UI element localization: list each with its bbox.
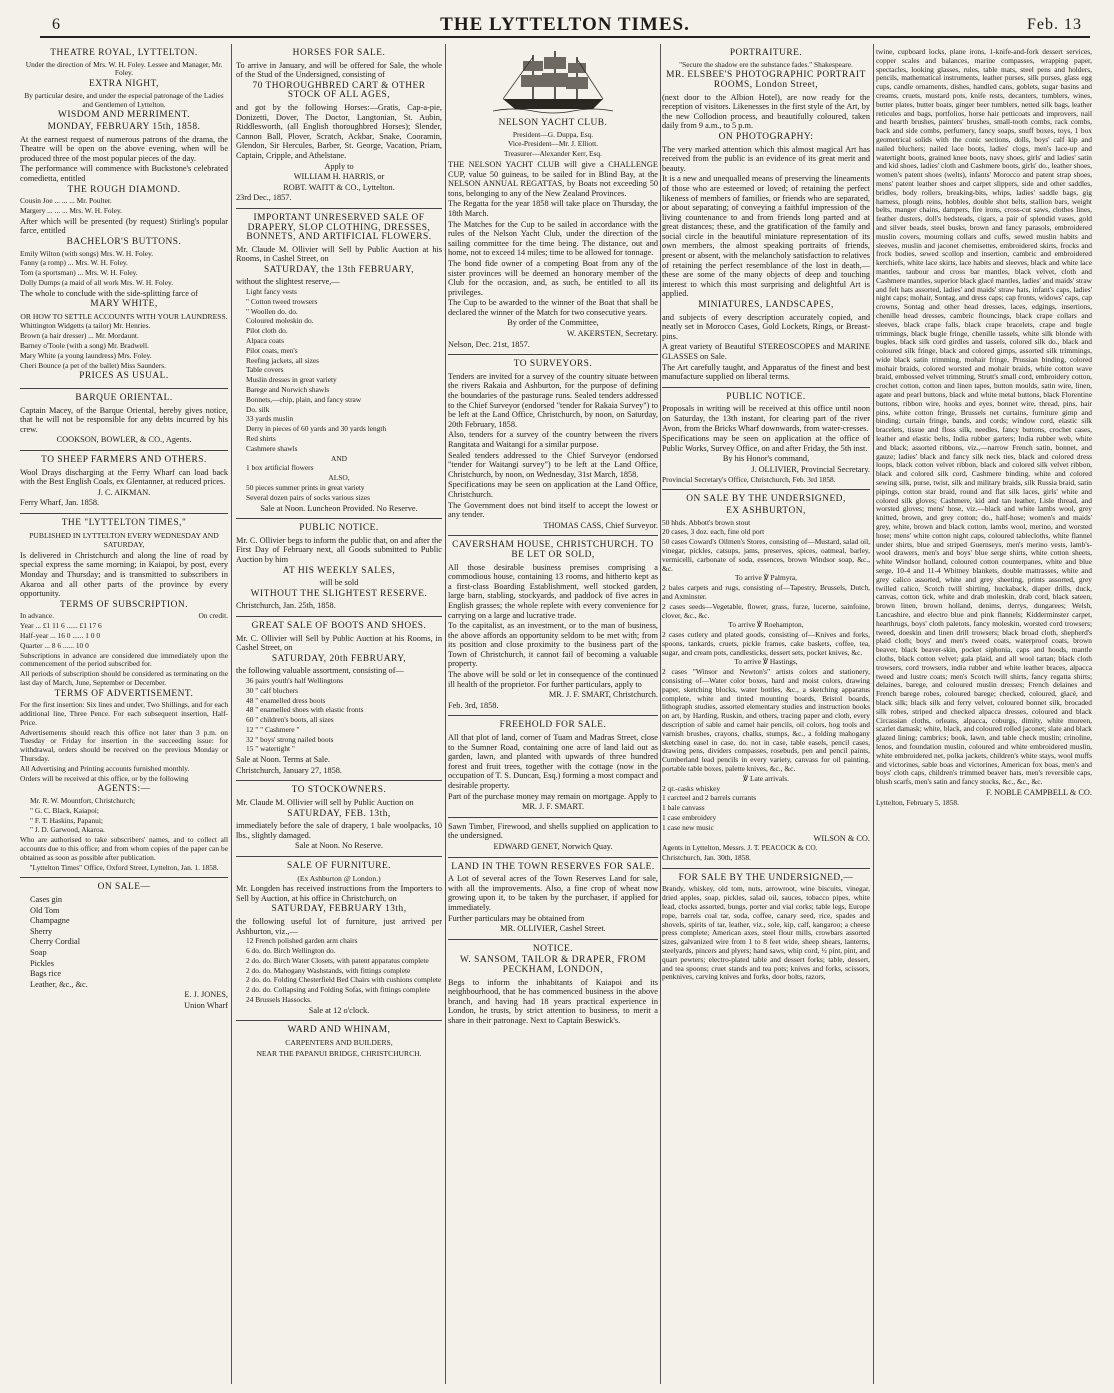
ad-heading: PRICES AS USUAL.	[79, 371, 169, 382]
ad-text: Who are authorised to take subscribers' names, and to collect all accounts due to this office; and from whom copies of the paper can be obtained as soon as possible after publication.	[20, 835, 228, 862]
ship-illustration	[493, 47, 613, 117]
ad-text: Subscriptions in advance are considered due immediately upon the commencement of the period subscribed for.	[20, 650, 228, 669]
ad-heading: BARQUE ORIENTAL.	[75, 393, 173, 404]
ad-signature: MR. J. F. SMART.	[521, 802, 585, 812]
sale-item: 1 box artificial flowers	[246, 463, 314, 473]
ad-text: Advertisements should reach this office not later than 3 p.m. on Tuesday or Friday for insertion in the succeeding issue: for withdrawal, orders should be received on the previous Monday or Thursday.	[20, 727, 228, 764]
ad-text: For the first insertion: Six lines and under, Two Shillings, and for each additional line, Three Pence. For each subsequent insertion, Half-Price.	[20, 700, 228, 727]
sale-item: Reefing jackets, all sizes	[246, 355, 320, 365]
newspaper-title: THE LYTTELTON TIMES.	[440, 14, 690, 35]
ad-text: will be sold	[319, 578, 359, 588]
stockowners-ad	[236, 781, 442, 857]
ad-heading: W. SANSOM, TAILOR & DRAPER, FROM PECKHAM, LONDON,	[459, 955, 647, 975]
ad-signature: WILLIAM H. HARRIS, or	[293, 172, 385, 182]
ad-text: Mr. Claude M. Ollivier will Sell by Public Auction at his Rooms, in Cashel Street, on	[236, 244, 442, 264]
ad-signature: W. AKERSTEN, Secretary.	[566, 329, 658, 339]
sale-item: AND	[330, 453, 347, 463]
terms-columns	[20, 612, 228, 621]
sale-item: 2 cases "Winsor and Newton's" artists colors and stationery, consisting of—Water color boxes, hard and moist colors, drawing paper, sketching blocks, water bottles, &c., a sketching apparatus complete, white and tinted mounting boards, Bristol boards, lithograph studies, assorted elementary studies and instruction books on art, by Harding, Ruskin, and others, tracing paper and cloth, every description of sable and camel hair pencils, oil colors, hog tools and varnish brushes, crayons, chalks, stumps, &c., a folding mahogany sketching easel in case, do. not in case, table easels, pencil cases, drawing pens, dividers compasses, rosebuds, pen and pencil paints, Cumberland lead pencils in every variety, canvass for oil painting, portable table boxes, palette knives, &c., &c.	[662, 667, 870, 774]
cast-line: Mary White (a young laundress) Mrs. Foley.	[20, 350, 152, 360]
ad-heading: SATURDAY, FEB. 13th,	[287, 808, 391, 819]
ad-heading: NOTICE.	[532, 943, 574, 954]
sale-item: Cases gin	[30, 895, 63, 905]
sale-item: 50 cases Coward's Oilmen's Stores, consisting of—Mustard, salad oil, vinegar, pickles, catsups, jams, preserves, spices, oatmeal, barley, vermicelli, carbonate of soda, essences, brown Windsor soap, &c., &c.	[662, 537, 870, 573]
ad-heading: ON SALE—	[97, 882, 151, 893]
ship-arrival: To arrive ℣ Roehampton,	[728, 620, 804, 630]
ad-heading: SATURDAY, FEBRUARY 13th,	[271, 904, 407, 915]
on-sale-ad	[20, 878, 228, 1015]
ad-text: After which will be presented (by request) Stirling's popular farce, entitled	[20, 216, 228, 236]
town-reserves-ad	[448, 858, 658, 940]
caversham-ad	[448, 536, 658, 716]
sale-item: 12 " " Cashmere "	[246, 724, 300, 734]
ad-heading: WITHOUT THE SLIGHTEST RESERVE.	[250, 588, 428, 599]
terms-col: In advance.	[20, 611, 55, 621]
lyttelton-times-ad	[20, 514, 228, 878]
agent-line: " G. C. Black, Kaiapoi;	[30, 805, 99, 815]
ad-text: At the earnest request of numerous patrons of the drama, the Theatre will be open on the above evening, when will be produced three of the most popular pieces of the day.	[20, 134, 228, 163]
sale-item: Barege and Norwich shawls	[246, 385, 330, 395]
sale-item: 33 yards muslin	[246, 414, 294, 424]
ship-arrival: To arrive ℣ Hastings,	[734, 657, 798, 667]
sale-item: Sherry	[30, 926, 53, 936]
sale-item: 50 pieces summer prints in great variety	[246, 483, 365, 492]
sale-item: Cherry Cordial	[30, 937, 81, 947]
ad-heading: MARY WHITE,	[90, 299, 158, 310]
ad-heading: PORTRAITURE.	[729, 48, 803, 58]
sale-item: Several dozen pairs of socks various sizes	[246, 492, 370, 502]
sale-item: Cashmere shawls	[246, 443, 298, 453]
surveyors-ad	[448, 355, 658, 536]
ad-text: Mr. Longden has received instructions from the Importers to Sell by Auction, at his office in Christchurch, on	[236, 884, 442, 903]
cast-line: Emily Wilton (with songs) Mrs. W. H. Foley.	[20, 248, 154, 258]
ad-text: immediately before the sale of drapery, 1 bale woolpacks, 10 lbs., slightly damaged.	[236, 821, 442, 840]
ad-heading: THE ROUGH DIAMOND.	[67, 184, 181, 195]
ad-text: (next door to the Albion Hotel), are now ready for the reception of visitors. Likenesses in the first style of the Art, by the new Collodion process, and beautifully coloured, taken daily from 9 a.m., to 5 p.m.	[662, 92, 870, 131]
ad-footer: Sale at Noon. Luncheon Provided. No Reserve.	[260, 503, 418, 513]
sale-item: ALSO,	[328, 473, 350, 483]
ad-text: Proposals in writing will be received at this office until noon on Saturday, the 13th instant, for clearing part of the river Avon, from the Bricks Wharf downwards, from water-cresses.	[662, 404, 870, 433]
cast-line: Margery ... ... ... Mrs. W. H. Foley.	[20, 205, 123, 215]
ad-text: Brandy, whiskey, old tom, nuts, arrowroot, wine biscuits, vinegar, dried apples, soap, pickles, salad oil, sauces, tobacco pipes, white lead, clocks assorted, bungs, porter and vial corks; table legs, Europe rope, barrels coal tar, soda, coffee, canary seed, rice, spades and shovels, spirits of tar, leather, viz., sole, kip, calf, kangaroo; a cheese press complete; American axes, steel flour mills, crowbars assorted sizes, galvanized wire from 1 to 8 feet wide, sheep shears, lanterns, steelyards, pincers and plyers; hand saws, whip cord, ½ pint, pint, and quart pewters; electro-plated table and dessert forks; table, dessert, and tea spoons; cruet stands and tea pots; knives and forks, scissors, penknives, carving knives and forks, door bolts, razors,	[662, 884, 870, 982]
ad-text: All those desirable business premises comprising a commodious house, containing 13 rooms, and hitherto kept as a first-class Boarding Establishment, well stocked garden, large barn, stabling, stockyards, and paddock of five acres in English grasses; the whole replete with every convenience for carrying on a large and lucrative trade.	[448, 562, 658, 620]
ad-signature: EDWARD GENET, Norwich Quay.	[493, 841, 613, 851]
column-rule	[231, 44, 232, 1384]
ad-heading: ON PHOTOGRAPHY:	[718, 131, 814, 142]
barque-ad	[20, 389, 228, 451]
ad-heading: THEATRE ROYAL, LYTTELTON.	[50, 48, 198, 58]
sale-item: 2 do. do. Birch Water Closets, with patent apparatus complete	[246, 955, 429, 965]
sale-item: 2 do. do. Folding Chesterfield Bed Chairs with cushions complete	[246, 975, 442, 985]
sale-item: Champagne	[30, 916, 70, 926]
sale-item: Bonnets,—chip, plain, and fancy straw	[246, 394, 362, 404]
ad-text: All that plot of land, corner of Tuam and Madras Street, close to the Sumner Road, containing one acre of land laid out as garden, lawn, and planted with upwards of three hundred forest and fruit trees, together with the cottage (now in the occupation of T. S. Duncan, Esq.) forming a most compact and desirable property.	[448, 733, 658, 791]
ad-signature: MR. OLLIVIER, Cashel Street.	[500, 924, 606, 934]
ad-text: twine, cupboard locks, plane irons, 1-knife-and-fork dessert services, copper scales and balances, marine compasses, wrapping paper, spectacles, looking glasses, rules, table mats, steel pens and holders, pencils, mathematical instruments, leather purses, silk purses, glass egg cups, candle ornaments, dishes, handled cans, goblets, sugar basins and creams, cruets, mustard pots, knife rests, decanters, tumblers, wines, butter plates, butter boats, ginger beer tumblers, netted silk bags, leather reticules and bags, portfolios, horse hair petticoats and improvers, nail and hearth brushes, painters' brushes, small-tooth combs, rack combs, back and side combs, perfumery, fancy soaps, snuff boxes, toys, 1 box geometrical solids with the conic sections, dolls, boys' calf kip and nailed bluchers; nailed lace boots, ladies' clogs, men's lace-up and watertight boots, grained knee boots, navy shoes, girls' and ladies' satin and kid shoes, ladies' cloth and Cashmere boots, girls' do., leather shoes, women's patent shoes (welts), infants' Morocco and patent strap shoes, mens' patent leather shoes and carpet slippers, side and other saddles, bridles, body rollers, breaking-bits, whips, ladies' saddle bags, gig harness, plough reins, hobbles, double shot belts, stallion bars, weight belts, manger chains, dampers, fire irons, cross-cut saws, clothes lines, feather dusters, doll's bedsteads, cigars, a pair of splendid vases, gold and silver beads, steel busks, brown and fancy parasols, embroidered muslin covers, mourning collars and cuffs, sewed muslin habits and sleeves, muslin and jaconet chemisettes, embroidered skirts, frocks and frock bodies, sewed scollop and insertion, cambric and embroidered kerchiefs, white lace skirts, lace habits and sleeves, black and white lace mantles, taubour and cross bar mantles, black velvet, cloth and Cashmere mantles, superior black glacé mantles, ladies' and maids' straw and felt hats assorted, ladies' and maids' straw hats, infant's caps, ladies' night caps; mohair, Sontag, and dress caps; cap fronts, widows' caps, cap crowns, Sontag and other head dresses, laces, edgings, insertions, chenille head dresses, cambric flouncings, black crape collars and sleeves, black crape falls, black crape bracelets, crape and bugle trimmings, black bugle fringe, chenille tassels, white silk blonde with bugles, black silk cord girdles and tassels, colored silk do., black and coloured silk fringe, black and colored gimps, assorted silk trimmings, wide black satin trimming, mohair fringe, Prussian binding, colored mohair braids, colored worsted and mohair braids, white cotton wave braid, embossed velvet trimming, Strutt's small cord, embroidery cotton, crochet cotton, cotton and linen tapes, button moulds, satin wire, linen, agate and pearl buttons, black and white metal buttons, black Florentine buttons, ribbon wire, hooks and eyes, bonnet wire, thread, pins, hair pins, white cotton fringe, Brussels net curtains, furniture gimp and binding; curtain fringe, bands, and cords; window cord, elastic silk bracelets, tissue and floss silk, needles, fancy buttons, crochet cases, leather and elastic belts, India rubber garters; India rubber web, white and black; assorted ribbons, viz.,—narrow French satin, bonnet, and gauze; ladies' black and fancy silk neck ties, black and colored dress loops, black cotton velvet ribbon, black and colored silk velvet ribbon, black and colored silk cord, Cashmere binding, white and colored sewing silk, purse, twist, silk and military braids, silk Russia braid, satin pipings, cotton star braid, round and flat silk laces, girls' white and colored silk gloves; Cashmere, kid and tan leather, Lisle thread, and worsted gloves; mens' hose, viz.—black and white lambs wool, grey knitted, brown, and grey cotton; do., half-hose; women's and maids' grey, white, brown and black cotton, lambs wool, merino, and worsted hose; mens' white cotton night caps, coloured tablecloths, white flannel under shirts, blue and striped Guernseys, men's merino vests, lamb's-wool drawers, men's and boys' blue serge shirts, white cotton sheets, white Windsor holland, coloured cotton counterpanes, white and blue serge, 10-4 and 11-4 Whitney blankets, double mattrasses, white and grey calico assorted, white and grey sheeting, prints assorted, grey twilled calico, Scotch twill shirting, huckaback, diaper drills, duck, canvas, cotton tick, white and drab moleskin, drab cord, black sateen, brown linen, brown holland, denims, derrys, dungarees; Welsh, Lancashire, and electro blue and pink flannels; Kidderminster carpet, hearthrugs, boys' cloth paletots, fancy moleskin, worsted cord trowsers; tweed, doeskin and linen drill trowsers; black broad cloth, shepherd's plaid cloth; boys' and men's tweed coats, waterproof coats, brown beaver, black beaver-skin, pocket siphonia, caps and hoods, mantle cloths, black cotton velvet; gala plaid, and all wool tartan; black cloth trowsers, cord trowsers, india rubber and white leather braces, alpacca tweed and lustre coats; men's Scotch twill shirts, fancy regatta shirts; delaines, barege, and coloured muslin dresses; French delaines and French barege robes, coloured barege; checked, coloured, glacé, and black silk; black silk and ferry velvet, coloured bonnet silk, brocaded silk robes, striped and checked alpacca dresses, coloured and black Circassian cloths, orleans, alpacca, coburgs, dimity, white moreen, scarlet damask; white, black, and coloured rolled jaconet; slate and black glazed lining; cambrics; book, lawn, and table check muslin; crinoline, lenos, and foundation muslin, coloured and white embroidered muslin, white embroidered net, polka jackets, children's white stays, wool muffs and victorines, sable boas and victorines, American fox boas, men's and boys' cloth caps, children's trimmed beaver hats, men's reversible caps, blush scarfs, men's satin and fancy stocks, &c., &c., &c.	[876, 47, 1092, 787]
public-notice-ad	[236, 519, 442, 617]
cast-line: Cheri Bounce (a pet of the ballet) Miss Saunders.	[20, 360, 166, 370]
noble-campbell-ad	[876, 44, 1092, 812]
ad-date: Christchurch, Jan. 25th, 1858.	[236, 601, 336, 611]
ad-text: By order of the Committee,	[507, 318, 599, 328]
ad-text: To the capitalist, as an investment, or to the man of business, the above affords an opportunity seldom to be met with; from its position and close proximity to the business part of the Town of Christchurch, it cannot fail of becoming a valuable property.	[448, 621, 658, 669]
ad-date: Ferry Wharf, Jan. 1858.	[20, 498, 100, 508]
sale-item: 24 Brussels Hassocks.	[246, 994, 312, 1004]
column-rule	[445, 44, 446, 1384]
ad-text: and got by the following Horses:—Gratis, Cap-a-pie, Donizetti, Dover, The Doctor, Langtonian, St. Aubin, Riddlesworth, (all English thoroughbred Horses); Slender, Cannon Ball, Plover, Scratch, Ackbar, Snake, Cooramin, Glendon, Sir Hercules, Barber, St. George, Vacation, Priam, Captain, Cripple, and Athelstane.	[236, 102, 442, 160]
sale-item: Red shirts	[246, 434, 276, 444]
ad-subheading: OR HOW TO SETTLE ACCOUNTS WITH YOUR LAUNDRESS.	[20, 311, 228, 321]
ad-heading: TO SURVEYORS.	[513, 359, 593, 370]
ad-heading: MR. ELSBEE'S PHOTOGRAPHIC PORTRAIT ROOMS, London Street,	[666, 70, 866, 90]
freehold-ad	[448, 716, 658, 817]
sale-item: 32 " boys' strong nailed boots	[246, 734, 334, 744]
ad-heading: MONDAY, FEBRUARY 15th, 1858.	[47, 121, 201, 132]
ad-signature: J. C. AIKMAN.	[97, 487, 151, 497]
column-rule	[660, 44, 661, 1384]
ad-text: The Regatta for the year 1858 will take place on Thursday, the 18th March.	[448, 199, 658, 218]
ad-text: Under the direction of Mrs. W. H. Foley. Lessee and Manager, Mr. Foley.	[25, 59, 223, 78]
ad-text: The Matches for the Cup to be sailed in accordance with the rules of the Nelson Yacht Club, under the direction of the sailing committee for the time being. The distance, out and home, not to exceed 14 miles; time to be allowed for tonnage.	[448, 219, 658, 258]
portraiture-ad	[662, 44, 870, 388]
ad-text: the following valuable assortment, consisting of—	[236, 666, 404, 676]
sale-item: 50 hhds. Abbott's brown stout	[662, 517, 751, 527]
ad-date: Nelson, Dec. 21st, 1857.	[448, 339, 530, 349]
sale-item: Pilot cloth do.	[246, 326, 288, 336]
ad-text: Apply to	[324, 161, 354, 171]
cast-line: Brown (a hair dresser) ... Mr. Mordaunt.	[20, 331, 139, 341]
ad-heading: NELSON YACHT CLUB.	[498, 118, 608, 128]
ship-arrival: To arrive ℣ Palmyra,	[734, 573, 797, 583]
ad-text: The performance will commence with Buckstone's celebrated comedietta, entitled	[20, 164, 228, 183]
ad-text: Is delivered in Christchurch and along the line of road by special express the same morning; in Kaiapoi, by post, every Monday and Thursday; and is transmitted to subscribers in Akaroa and all other parts of the province by every opportunity.	[20, 550, 228, 599]
ad-signature: WILSON & CO.	[813, 833, 870, 843]
ad-text: By his Honor's command,	[722, 454, 810, 464]
ad-heading: AT HIS WEEKLY SALES,	[282, 565, 396, 576]
sale-item: Light fancy vests	[246, 287, 297, 297]
ad-text: A great variety of Beautiful STEREOSCOPES and MARINE GLASSES on Sale.	[662, 342, 870, 362]
ad-date: Lyttelton, February 5, 1858.	[876, 797, 959, 807]
ad-heading: FREEHOLD FOR SALE.	[499, 720, 607, 731]
horses-ad	[236, 44, 442, 209]
agent-line: " F. T. Haskins, Papanui;	[30, 815, 103, 825]
boots-ad	[236, 617, 442, 782]
for-sale-ad	[662, 869, 870, 987]
ad-date: Christchurch, Jan. 30th, 1858.	[662, 853, 751, 863]
ad-text: Mr. Claude M. Ollivier will sell by Public Auction on	[236, 798, 414, 808]
sale-item: Bags rice	[30, 969, 62, 979]
issue-date: Feb. 13	[1027, 16, 1082, 33]
column-1	[20, 44, 228, 1384]
page-number: 6	[52, 16, 60, 33]
sale-item: 15 " watertight "	[246, 744, 295, 754]
ad-text: Sealed tenders addressed to the Chief Surveyor (endorsed "tender for Waitangi survey") to be left at the Land Office, Christchurch, by noon, on Wednesday, 31st March, 1858.	[448, 450, 658, 479]
ward-whinam-ad	[236, 1021, 442, 1063]
ad-heading: 70 THOROUGHBRED CART & OTHER STOCK OF ALL AGES,	[252, 80, 426, 101]
sale-item: 12 French polished garden arm chairs	[246, 936, 358, 946]
column-rule	[873, 44, 874, 1384]
ad-quote: "Secure the shadow ere the substance fades." Shakespeare.	[679, 59, 853, 69]
sale-item: Leather, &c., &c.	[30, 979, 88, 989]
sale-item: 2 qr.-casks whiskey	[662, 783, 721, 793]
sale-item: 1 case embroidery	[662, 813, 717, 823]
ad-signature: F. NOBLE CAMPBELL & CO.	[986, 787, 1092, 797]
sale-item: Table covers	[246, 365, 284, 375]
ad-heading: HORSES FOR SALE.	[292, 48, 386, 58]
ship-arrival: ℣ Late arrivals.	[743, 773, 789, 783]
drapery-ad	[236, 209, 442, 519]
sale-item: " Cotton tweed trowsers	[246, 296, 318, 306]
column-2	[236, 44, 442, 1384]
ad-subheading: (Ex Ashburton @ London.)	[297, 873, 381, 883]
sale-item: 2 cases cutlery and plated goods, consisting of—Knives and forks, spoons, tankards, cruets, pickle frames, cake baskets, coffee, tea, sugar, and cream pots, candlesticks, dessert sets, pocket knives, &c.	[662, 630, 870, 657]
ad-subheading: NEAR THE PAPANUI BRIDGE, CHRISTCHURCH.	[256, 1048, 422, 1058]
ad-footer: Sale at Noon. No Reserve.	[294, 841, 384, 851]
ad-signature: MR. J. F. SMART, Christchurch.	[548, 690, 658, 700]
ad-date: Provincial Secretary's Office, Christchurch, Feb. 3rd 1858.	[662, 474, 836, 484]
cast-line: Barney o'Toole (with a song) Mr. Bradwell.	[20, 341, 149, 351]
ad-text: Orders will be received at this office, or by the following	[20, 773, 189, 783]
agent-line: Mr. R. W. Mountfort, Christchurch;	[30, 796, 136, 806]
cast-line: Whittington Widgetts (a tailor) Mr. Henries.	[20, 321, 151, 331]
ad-text: The bond fide owner of a competing Boat from any of the sister provinces will be deemed an honorary member of the Club for the occasion, and, as such, be entitled to all its privileges.	[448, 258, 658, 297]
sansom-ad	[448, 940, 658, 1031]
ad-text: Specifications may be seen on application at the office of Public Works, Survey Office, on and after Friday, the 5th inst.	[662, 434, 870, 453]
ad-text: Wool Drays discharging at the Ferry Wharf can load back with the Best English Coals, ex Glentanner, at reduced prices.	[20, 467, 228, 487]
column-3	[448, 44, 658, 1384]
sale-item: 36 pairs youth's half Wellingtons	[246, 675, 344, 685]
sale-item: Muslin dresses in great variety	[246, 375, 337, 385]
ad-text: It is a new and unequalled means of preserving the lineaments of those who are esteemed or loved; of retaining the perfect likeness of members of families, or friends who are separated, or about separating; of conveying a faithful impression of the living countenance to and from friends long parted and at great distances; these, and the gratification of the family and social circle in the beautiful miniature representation of its own members, the almost speaking portraits of friends, present or absent, with the melancholy satisfaction to relatives of retaining the perfect resemblance of the lost in death,—these are some of the many objects of deep and touching interest to which this most surprising and delightful Art is applied.	[662, 174, 870, 299]
ad-heading: WISDOM AND MERRIMENT.	[58, 110, 190, 121]
cast-line: Dolly Dumps (a maid of all work Mrs. W. H. Foley.	[20, 277, 174, 287]
terms-row: Quarter ... 8 6 ...... 10 0	[20, 640, 89, 650]
ad-text: Mr. C. Ollivier begs to inform the public that, on and after the First Day of February next, all Goods submitted to Public Auction by him	[236, 535, 442, 564]
ad-signature: THOMAS CASS, Chief Surveyor.	[543, 520, 658, 530]
ad-text: By particular desire, and under the especial patronage of the Ladies and Gentlemen of Lyttelton.	[24, 90, 224, 109]
ad-heading: EX ASHBURTON,	[726, 505, 806, 516]
ad-text: To arrive in January, and will be offered for Sale, the whole of the Stud of the Undersigned, consisting of	[236, 60, 442, 80]
ad-signature: E. J. JONES,	[184, 990, 228, 1000]
sale-item: 1 bale canvass	[662, 803, 705, 813]
ad-text: the following useful lot of furniture, just arrived per Ashburton, viz.,—	[236, 917, 442, 936]
terms-col: On credit.	[198, 611, 228, 621]
ad-text: The above will be sold or let in consequence of the continued ill health of the proprietor. For further particulars, apply to	[448, 670, 658, 689]
ad-text: Also, tenders for a survey of the country between the rivers Rangitata and Waitangi for a similar purpose.	[448, 430, 658, 450]
sale-item: 2 do. do. Mahogany Washstands, with fittings complete	[246, 965, 411, 975]
sale-item: 20 cases, 3 doz. each, fine old port	[662, 527, 765, 537]
column-4	[662, 44, 870, 1384]
column-5	[876, 44, 1092, 1384]
sheep-ad	[20, 451, 228, 514]
ad-date: 23rd Dec., 1857.	[236, 193, 292, 203]
sale-item: Soap	[30, 948, 47, 957]
terms-row: Half-year ... 16 0 ...... 1 0 0	[20, 630, 101, 640]
ad-text: The whole to conclude with the side-splitting farce of	[20, 288, 198, 298]
sale-item: 6 do. do. Birch Wellington do.	[246, 945, 336, 955]
sale-item: Derry in pieces of 60 yards and 30 yards length	[246, 424, 387, 434]
ad-heading: PUBLIC NOTICE.	[299, 523, 379, 534]
sale-item: Old Tom	[30, 905, 60, 915]
ad-signature: ROBT. WAITT & CO., Lyttelton.	[283, 182, 395, 192]
sale-item: 2 do. do. Collapsing and Folding Sofas, with fittings complete	[246, 985, 430, 995]
sale-item: " Woollen do. do.	[246, 306, 298, 316]
ad-heading: WARD AND WHINAM,	[287, 1025, 391, 1036]
ad-text: THE NELSON YACHT CLUB will give a CHALLENGE CUP, value 50 guineas, to be sailed for in Blind Bay, at the NELSON ANNUAL REGATTAS, by Boats not exceeding 50 tons, belonging to any of the New Zealand Provinces.	[448, 159, 658, 198]
ad-text: Specifications may be seen on application at the Land Office, Christchurch.	[448, 480, 658, 499]
ad-text: Agents in Lyttelton, Messrs. J. T. PEACOCK & CO.	[662, 843, 818, 853]
masthead	[40, 12, 1090, 38]
officer-line: Treasurer—Alexander Kerr, Esq.	[504, 149, 602, 159]
ad-heading: BACHELOR'S BUTTONS.	[66, 236, 182, 247]
ad-signature: J. OLLIVIER, Provincial Secretary.	[751, 464, 870, 474]
sale-item: 2 bales carpets and rugs, consisting of—Tapestry, Brussels, Dutch, and Axminster.	[662, 583, 870, 601]
cast-line: Tom (a sportsman) ... Mrs. W. H. Foley.	[20, 268, 138, 278]
officer-line: President—G. Duppa, Esq.	[512, 129, 594, 139]
ad-heading: EXTRA NIGHT,	[89, 79, 159, 90]
sale-item: 30 " calf bluchers	[246, 685, 299, 695]
ad-text: The very marked attention which this almost magical Art has received from the public is an evidence of its great merit and beauty.	[662, 144, 870, 173]
ad-date: "Lyttelton Times" Office, Oxford Street, Lyttelton, Jan. 1. 1858.	[29, 862, 219, 872]
sale-item: 1 carcteel and 2 barrels currants	[662, 793, 757, 803]
ad-signature: COOKSON, BOWLER, & CO., Agents.	[56, 435, 192, 445]
ad-text: Sawn Timber, Firewood, and shells supplied on application to the undersigned.	[448, 821, 658, 841]
yacht-club-ad	[448, 44, 658, 355]
ad-heading: IMPORTANT UNRESERVED SALE OF DRAPERY, SLOP CLOTHING, DRESSES, BONNETS, AND ARTIFICIAL FLOWERS.	[246, 212, 432, 243]
ad-heading: TERMS OF SUBSCRIPTION.	[60, 599, 188, 610]
ad-subheading: CARPENTERS AND BUILDERS,	[285, 1037, 393, 1047]
sale-item: Coloured moleskin do.	[246, 316, 314, 326]
cast-line: Cousin Joe ... ... ... Mr. Poulter.	[20, 196, 112, 206]
ad-heading: LAND IN THE TOWN RESERVES FOR SALE.	[451, 861, 655, 872]
ad-text: The Art carefully taught, and Apparatus of the finest and best manufacture supplied on liberal terms.	[662, 362, 870, 382]
ad-text: Tenders are invited for a survey of the country situate between the rivers Rakaia and Ashburton, for the purpose of defining the boundaries of the pasturage runs. Sealed tenders addressed to the Chief Surveyor (endorsed "tender for Rakaia Survey") to be left at the Land Office, Christchurch, by noon, on Saturday, 20th February, 1858.	[448, 371, 658, 429]
ad-heading: MINIATURES, LANDSCAPES,	[698, 300, 834, 311]
ad-heading: FOR SALE BY THE UNDERSIGNED,—	[678, 872, 854, 883]
ad-footer: Sale at Noon. Terms at Sale.	[236, 755, 330, 765]
ad-date: Feb. 3rd, 1858.	[448, 700, 499, 710]
ad-text: The Cup to be awarded to the winner of the Boat that shall be declared the winner of the Match for two consecutive years.	[448, 298, 658, 317]
avon-notice-ad	[662, 388, 870, 491]
sale-item: 48 " enamelled shoes with elastic fronts	[246, 705, 364, 715]
ad-text: All periods of subscription should be considered as terminating on the last day of March, June, September or December.	[20, 669, 228, 687]
agent-line: " J. D. Garwood, Akaroa.	[30, 825, 105, 835]
sale-item: 48 " enamelled dress boots	[246, 695, 326, 705]
ad-text: and subjects of every description accurately copied, and neatly set in Morocco Cases, Gold Lockets, Rings, or Breast-pins.	[662, 312, 870, 341]
ad-heading: TO STOCKOWNERS.	[291, 785, 387, 796]
sale-item: Alpaca coats	[246, 336, 284, 346]
ad-text: Mr. C. Ollivier will Sell by Public Auction at his Rooms, in Cashel Street, on	[236, 633, 442, 653]
ad-heading: TERMS OF ADVERTISEMENT.	[54, 688, 194, 699]
ad-heading: SALE OF FURNITURE.	[286, 861, 392, 872]
ad-date: Christchurch, January 27, 1858.	[236, 765, 342, 775]
ad-heading: TO SHEEP FARMERS AND OTHERS.	[41, 455, 207, 466]
ad-text: Part of the purchase money may remain on mortgage. Apply to	[448, 791, 657, 801]
ad-text: Begs to inform the inhabitants of Kaiapoi and its neighbourhood, that he has commenced business in the above branch, and having had 18 years practical experience in London, he trusts, by strict attention to business, to merit a share in their patronage. Next to Captain Beswick's.	[448, 977, 658, 1025]
ashburton-sale-ad	[662, 490, 870, 868]
ad-text: without the slightest reserve,—	[236, 277, 340, 287]
sale-item: Do. silk	[246, 404, 270, 414]
ad-heading: PUBLIC NOTICE.	[726, 391, 806, 402]
cast-line: Fanny (a romp) ... Mrs. W. H. Foley.	[20, 258, 128, 268]
ad-text: All Advertising and Printing accounts furnished monthly.	[20, 763, 190, 773]
furniture-ad	[236, 857, 442, 1021]
ad-place: Union Wharf	[184, 1000, 228, 1010]
ad-heading: ON SALE BY THE UNDERSIGNED,	[686, 494, 846, 505]
ad-text: A Lot of several acres of the Town Reserves Land for sale, with all the improvements. Also, a fine crop of wheat now growing upon it, to be taken by the purchaser, if applied for immediately.	[448, 874, 658, 912]
sale-item: 1 case new music	[662, 822, 714, 832]
sale-item: 2 cases seeds—Vegetable, flower, grass, furze, lucerne, sainfoine, clover, &c., &c.	[662, 601, 870, 620]
ad-heading: CAVERSHAM HOUSE, CHRISTCHURCH. TO BE LET OR SOLD,	[452, 540, 654, 560]
sale-item: Pickles	[30, 958, 54, 968]
officer-line: Vice-President—Mr. J. Elliott.	[507, 139, 599, 149]
ad-text: Captain Macey, of the Barque Oriental, hereby gives notice, that he will not be responsible for any debts incurred by his crew.	[20, 405, 228, 434]
ad-text: Further particulars may be obtained from	[448, 913, 585, 923]
ad-footer: Sale at 12 o'clock.	[308, 1005, 370, 1015]
ad-subheading: PUBLISHED IN LYTTELTON EVERY WEDNESDAY AND SATURDAY,	[29, 530, 219, 550]
ad-heading: GREAT SALE OF BOOTS AND SHOES.	[251, 620, 427, 631]
sawn-timber-ad	[448, 818, 658, 858]
ad-heading: SATURDAY, 20th FEBRUARY,	[271, 653, 407, 664]
ad-heading: AGENTS:—	[97, 784, 151, 795]
ad-heading: THE "LYTTELTON TIMES,"	[61, 517, 187, 528]
sale-item: Pilot coats, men's	[246, 345, 298, 355]
ad-text: The Government does not bind itself to accept the lowest or any tender.	[448, 500, 658, 520]
terms-row: Year ... £1 11 6 ...... £1 17 6	[20, 621, 102, 631]
theatre-ad	[20, 44, 228, 389]
sale-item: 60 " children's boots, all sizes	[246, 715, 334, 725]
ad-heading: SATURDAY, the 13th FEBRUARY,	[263, 264, 415, 275]
